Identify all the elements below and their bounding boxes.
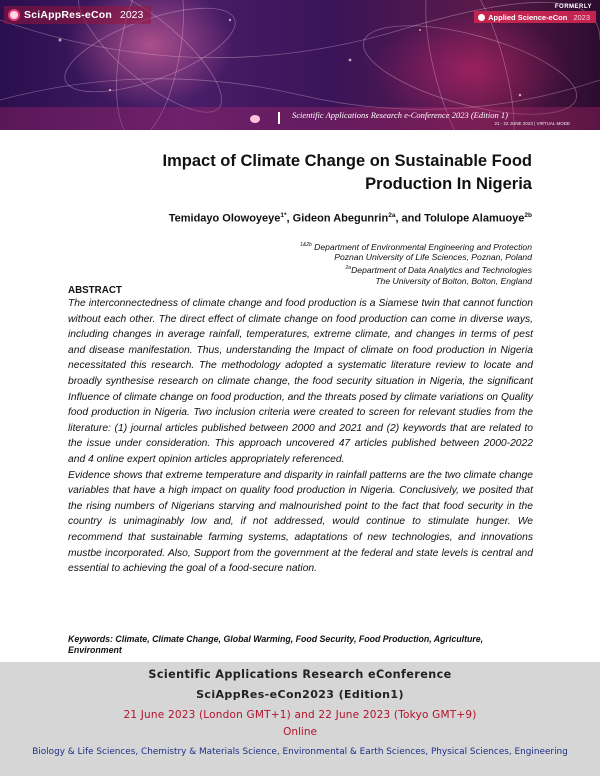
affiliation-line [132, 276, 532, 287]
formerly-label: FORMERLY [554, 4, 592, 10]
affiliations [132, 240, 532, 286]
author-separator: , and [395, 212, 425, 225]
footer-dates: 21 June 2023 (London GMT+1) and 22 June 2023 (Tokyo GMT+9) [123, 709, 477, 721]
footer-topics: Biology & Life Sciences, Chemistry & Materials Science, Environmental & Earth Sciences, Physical Sciences, Engineering [32, 747, 568, 757]
former-name-badge [474, 11, 596, 23]
conference-date: 21 - 22 JUNE 2023 | VIRTUAL MODE [494, 121, 570, 126]
atom-icon [8, 9, 20, 21]
author-affiliation-mark: 2b [524, 212, 532, 219]
title-line: Production In Nigeria [365, 175, 532, 193]
author-name: Temidayo Olowoyeye [168, 212, 281, 225]
conference-footer [0, 662, 600, 776]
affiliation-mark: 1&2b [300, 242, 312, 248]
abstract-paragraph: Evidence shows that extreme temperature and disparity in rainfall patterns are the two climate change variables that have a high impact on quality food production in Nigeria. Conclusively, we posited that the rising numbers of Nigerians starving and malnourished point to the fact that food security in the country is unimaginably low and, if not addressed, would continue to stimulate hunger. We recommend that sustainable farming systems, adaptations of new technologies, and innovations mustbe incorporated. Also, Support from the government at the federal and state levels is central and essential to achieving the goal of a food-secure nation. [68, 469, 533, 575]
author-list [52, 212, 532, 225]
affiliation-line [132, 263, 532, 275]
footer-edition: SciAppRes-eCon2023 (Edition1) [196, 688, 404, 701]
title-line: Impact of Climate Change on Sustainable Food [162, 152, 532, 170]
conference-logo [4, 6, 151, 24]
author-affiliation-mark: 1* [280, 212, 287, 219]
keywords: Keywords: Climate, Climate Change, Global Warming, Food Security, Food Production, Agriculture, Environment [68, 634, 484, 655]
affiliation-text: Department of Environmental Engineering and Protection [311, 241, 532, 252]
affiliation-text: Department of Data Analytics and Technologies [351, 264, 532, 275]
paper-title [92, 150, 532, 196]
affiliation-line [132, 240, 532, 252]
conference-banner [0, 0, 600, 130]
footer-conference-name: Scientific Applications Research eConference [148, 668, 452, 681]
logo-year: 2023 [119, 9, 144, 21]
affiliation-mark: 2a [345, 265, 352, 272]
former-name-text: Applied Science-eCon [488, 12, 568, 22]
former-name-year: 2023 [573, 12, 590, 22]
divider [278, 112, 280, 124]
atom-icon [478, 14, 485, 21]
footer-mode: Online [283, 726, 317, 738]
abstract-body [68, 296, 533, 577]
abstract-paragraph: The interconnectedness of climate change and food production is a Siamese twin that cannot function without each other. The direct effect of climate change on food production can come in diverse ways, including changes in average rainfall, temperatures, extreme climate, and changes in terms of pest and disease manifestation. Thus, understanding the Impact of climate on food production in Nigeria necessitated this research. The methodology adopted a systematic literature review to locate and broadly synthesise research on climate change, the food security situation in Nigeria, the significant Influence of climate change on food production, and the threats posed by climate variations on Quality food production in Nigeria. Two inclusion criteria were created to screen for relevant studies from the literature: (1) journal articles published between 2000 and 2021 and (2) keywords that are related to the issue under consideration. This approach uncovered 47 articles published between 2000-2022 and 4 online expert opinion articles appropriately referenced. [68, 298, 533, 465]
affiliation-text: Poznan University of Life Sciences, Poznan, Poland [334, 252, 532, 263]
author-name: Tolulope Alamuoye [424, 212, 525, 225]
atom-icon [250, 115, 260, 123]
conference-full-title: Scientific Applications Research e-Conference 2023 (Edition 1) [292, 110, 508, 120]
affiliation-line [132, 252, 532, 263]
author-separator: , [286, 212, 293, 225]
abstract-heading: ABSTRACT [68, 285, 122, 296]
affiliation-text: The University of Bolton, Bolton, England [375, 275, 532, 286]
author-name: Gideon Abegunrin [292, 212, 389, 225]
author-affiliation-mark: 2a [388, 212, 396, 219]
logo-text: SciAppRes-eCon [24, 9, 112, 21]
